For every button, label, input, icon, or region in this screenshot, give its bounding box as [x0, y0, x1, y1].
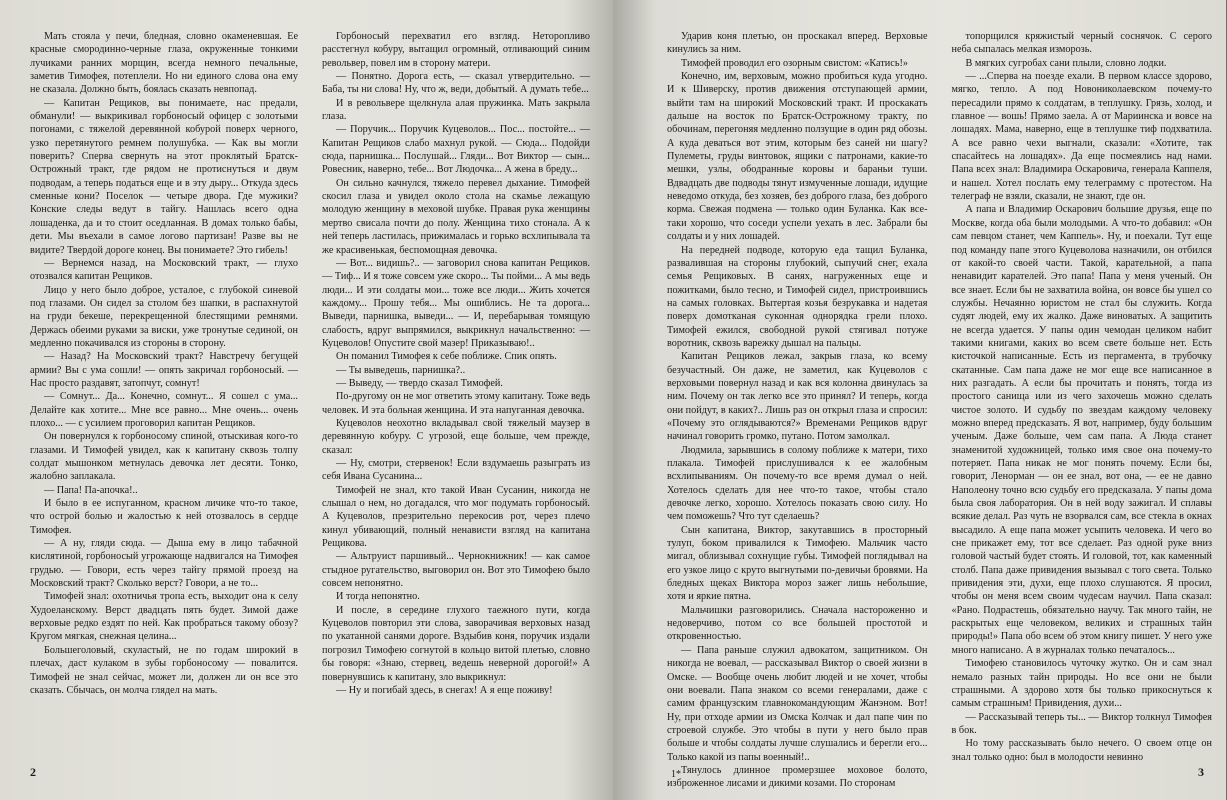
paragraph: — Понятно. Дорога есть, — сказал утвердительно. — Баба, ты ни слова! Ну, что ж, веди, добытый. А думать тебе...: [322, 71, 590, 96]
paragraph: — Альтруист паршивый... Чернокнижник! — как самое стыдное ругательство, выговорил он. Вот это Тимофею было совсем непонятно.: [322, 551, 590, 590]
paragraph: — Ну, смотри, стервенок! Если вздумаешь разыграть из себя Ивана Сусанина...: [322, 458, 590, 483]
paragraph: — Папа раньше служил адвокатом, защитником. Он никогда не воевал, — рассказывал Виктор о своей жизни в Омске. — Вообще очень любит людей и не хочет, чтобы они воевали. Папа знаком со всеми генералами, даже с самим французским главнокомандующим Жанэном. Вот! Ну, при отходе армии из Омска Колчак и дал папе чин по строевой службе. Это чтобы в пути у него было прав больше и чтобы солдаты лучше слушались и берегли его... Только какой из папы военный!..: [667, 644, 928, 763]
paragraph: — Назад? На Московский тракт? Навстречу бегущей армии? Вы с ума сошли! — опять закричал горбоносый. — Нас просто раздавят, затопчут, сомнут!: [30, 351, 298, 389]
paragraph: Тимофей знал: охотничья тропа есть, выходит она к селу Худоеланскому. Верст двадцать пять будет. Зимой даже верховые редко ездят по ней. Как пробраться такому обозу? Кругом мягкая, снежная целина...: [30, 591, 298, 643]
paragraph: — Ну и погибай здесь, в снегах! А я еще поживу!: [336, 684, 553, 696]
paragraph: — Папа! Па-апочка!..: [44, 484, 138, 496]
paragraph: В мягких сугробах сани плыли, словно лодки.: [965, 57, 1167, 69]
paragraph: Мать стояла у печи, бледная, словно окаменевшая. Ее красные смородинно-черные глаза, окруженные тонкими лучиками ранних морщин, всегда немного печальные, заметив Тимофея, потеплели. Но ни единого слова она ему не сказала. Должно быть, боялась сказать невпопад.: [30, 31, 298, 96]
paragraph: Тянулось длинное промерзшее моховое болото, изброженное лисами и дикими козами. По сторонам: [667, 764, 928, 790]
paragraph: — Вернемся назад, на Московский тракт, — глухо отозвался капитан Рещиков.: [30, 257, 298, 283]
paragraph: — Ты выведешь, парнишка?..: [336, 364, 466, 376]
paragraph: Он повернулся к горбоносому спиной, отыскивая кого-то глазами. И Тимофей увидел, как к капитану сквозь толпу солдат мышонком метнулась девочка лет десяти. Тонко, жалобно заплакала.: [30, 431, 298, 483]
paragraph: — Сомнут... Да... Конечно, сомнут... Я сошел с ума... Делайте как хотите... Мне все равно... Мне очень... очень плохо... — с усилием проговорил капитан Рещиков.: [30, 391, 298, 429]
left-page: [0, 0, 613, 800]
paragraph: На передней подводе, которую еда тащил Буланка, развалившая на стороны глубокий, сыпучий снег, ехала семья Рещиковых. В санях, нагруженных еще и пожитками, было тесно, и Тимофей сидел, пристроившись на самых головках. Вытертая козья безрукавка и надетая поверх домотканая суконная однорядка грели плохо. Тимофей ежился, свободной рукой стягивал потуже воротник, сквозь варежку дышал на пальцы.: [667, 244, 928, 349]
paragraph: Капитан Рещиков лежал, закрыв глаза, ко всему безучастный. Он даже, не заметил, как Куцеволов с верховыми повернул назад и как вся колонна двинулась за ним. Почему он так легко все это принял? И теперь, когда они пойдут, в каких?.. Лишь раз он открыл глаза и спросил: «Почему это оглядываются?» Временами Рещиков вдруг начинал говорить громко, путано. Потом замолкал.: [667, 351, 928, 443]
left-page-columns: [30, 30, 590, 697]
paragraph: — Выведу, — твердо сказал Тимофей.: [336, 377, 503, 389]
paragraph: Конечно, им, верховым, можно пробиться куда угодно. И к Шиверску, против движения отступающей армии, выйти там на широкий Московский тракт. И проскакать дальше на восток по Братск-Острожному тракту, по обочинам, перегоняя медленно ползущие в один ряд обозы. А куда деваться вот этим, которым без саней ни шагу? Пулеметы, груды винтовок, ящики с патронами, какие-то мешки, узлы, ободранные коровы и бараньи туши. Вдвадцать две подводы тянут измученные лошади, идущие неведомо откуда, без хозяев, без доброго глаза, без доброго корма. Свежая подмена — только один Буланка. Как все-таки хорошо, что соседи успели уехать в лес. Забрали бы солдаты и у них лошадей.: [667, 71, 928, 243]
paragraph: Мальчишки разговорились. Сначала настороженно и недоверчиво, потом со все большей простотой и откровенностью.: [667, 604, 928, 643]
paragraph: Он поманил Тимофея к себе поближе. Спик опять.: [336, 351, 557, 363]
paragraph: И было в ее испуганном, красном личике что-то такое, что острой болью и жалостью к ней отозвалось в сердце Тимофея.: [30, 498, 298, 536]
paragraph: По-другому он не мог ответить этому капитану. Тоже ведь человек. И эта больная женщина. И эта напуганная девочка.: [322, 391, 590, 416]
paragraph: А папа и Владимир Оскарович большие друзья, еще по Москве, когда оба были молодыми. А что-то добавил: «Он сам певцом станет, чем Каппель». Ну, и поехали. Тут еще под команду папе этого Куцеволова назначили, он отбился от какой-то своей части. Такой, карательной, а папа ненавидит карателей. Это папа! Папа у меня ученый. Он все знает. Если бы не захватила война, он вовсе бы ушел со службы. Нечаянно юристом не стал бы служить. Когда судят людей, ему их жалко. Даже виноватых. А защитить не всегда удается. У папы один чемодан целиком набит такими книгами, каких во всем свете больше нет. Есть кисточкой написанные. Есть из пергамента, в трубочку скатанные. Сам папа даже не мог еще все написанное в них разгадать. А если бы прочитать и понять, тогда из простого санища или из чего захочешь можно сделать чистое золото. И судьбу по звездам каждому человеку можно вперед предсказать. Я вот, например, буду большим ученым. Даже больше, чем сам папа. А Люда станет знаменитой художницей, только имя свое она почему-то потеряет. Папа никак не мог понять почему. Если бы, говорит, Ленорман — он ее знал, вот она, — ее не давно Наполеону точно всю судьбу его предсказала. У папы дома была своя лаборатория. Он в ней воду зажигал. И сплавы всякие делал. Раз чуть не взорвался сам, все стекла в окнах высадило. А еще папа может усыпить человека. И чего во сне прикажет ему, тот все сделает. Раз одной руке вниз головой частый будет стоять. И головой, тот, как каменный столб. Папа даже привидения вызывал с того света. Только привидения эти, духи, еще плохо слушаются. Я просил, чтобы он меня всем своим чудесам научил. Папа сказал: «Рано. Подрастешь, обязательно научу. Так много тайн, не раскрытых еще человеком, великих и страшных тайн природы!» Папа обо всем об этом книгу пишет. У него уже много написано. А в журналах только печаталось...: [951, 204, 1212, 656]
signature-mark: 1*: [671, 769, 681, 780]
right-column-1: [667, 30, 928, 791]
paragraph: Большеголовый, скуластый, не по годам широкий в плечах, даст кулаком в зубы горбоносому — повалится. Тимофей не знал сейчас, может ли, должен ли он все это сказать. Сбычась, он молча глядел на мать.: [30, 644, 298, 696]
left-column-1: [30, 30, 298, 697]
paragraph: — А ну, гляди сюда. — Дыша ему в лицо табачной кислятиной, горбоносый угрожающе надвигался на Тимофея грудью. — Говори, есть через тайгу прямой проезд на Московский тракт? Сколько верст? Говори, а не то...: [30, 538, 298, 590]
paragraph: Он сильно качнулся, тяжело перевел дыхание. Тимофей скосил глаза и увидел около стола на скамье лежащую молодую женщину в меховой шубке. Правая рука женщины мертво свисала почти до полу. Женщина тихо стонала. А к ней теперь ластилась, прижималась и горько всхлипывала та же красивенькая, беспомощная девочка.: [322, 177, 590, 256]
paragraph: — Поручик... Поручик Куцеволов... Пос... постойте... — Капитан Рещиков слабо махнул рукой. — Сюда... Подойди сюда, парнишка... Послушай... Гляди... Вот Виктор — сын... Ровесник, наверно, тебе... Вот Людочка... А жена в бреду...: [322, 124, 590, 176]
paragraph: — Вот... видишь?.. — заговорил снова капитан Рещиков. — Тиф... И я тоже совсем уже скоро... Ты пойми... А мы ведь люди... И эти солдаты мои... тоже все люди... Жить хочется каждому... Прошу тебя... Мы ошиблись. Не та дорога... Выведи, парнишка, выведи... — И, перебарывая томящую слабость, вдруг выпрямился, выкрикнул начальственно: — Куцеволов! Опустите свой мазер! Приказываю!..: [322, 257, 590, 349]
right-column-2: [952, 30, 1213, 791]
paragraph: Но тому рассказывать было нечего. О своем отце он знал только одно: был в молодости невинно: [951, 738, 1212, 763]
paragraph: Сын капитана, Виктор, закутавшись в просторный тулуп, боком привалился к Тимофею. Мальчик часто мигал, облизывал сохнущие губы. Тимофей поглядывал на его узкое лицо с круто выгнутыми по-девичьи бровями. На бледных щеках Виктора мороз зажег лишь небольшие, хотя и яркие пятна.: [667, 524, 928, 603]
left-column-2: [322, 30, 590, 697]
paragraph: Тимофей проводил его озорным свистом: «Катись!»: [681, 57, 909, 69]
paragraph: И в револьвере щелкнула алая пружинка. Мать закрыла глаза.: [322, 97, 590, 123]
paragraph: топорщился кряжистый черный соснячок. С серого неба сыпалась мелкая изморозь.: [951, 31, 1212, 56]
paragraph: Тимофей не знал, кто такой Иван Сусанин, никогда не слышал о нем, но догадался, что мог подумать горбоносый. А Куцеволов, презрительно перекосив рот, через плечо кинул убивающий, полный ненависти взгляд на капитана Рещикова.: [322, 484, 590, 550]
right-page-columns: [667, 30, 1212, 791]
page-number-left: 2: [30, 765, 36, 779]
paragraph: Ударив коня плетью, он проскакал вперед. Верховые кинулись за ним.: [667, 31, 928, 56]
paragraph: И после, в середине глухого таежного пути, когда Куцеволов повторил эти слова, заворачивая верховых назад по укатанной санями дороге. Вздыбив коня, поручик издали погрозил Тимофею согнутой в кольцо витой плетью, словно бы говоря: «Знаю, стервец, ведешь неверной дорогой!» А повернувшись к капитану, зло выкрикнул:: [322, 604, 590, 683]
paragraph: — Капитан Рещиков, вы понимаете, нас предали, обманули! — выкрикивал горбоносый офицер с золотыми погонами, с тяжелой деревянной кобурой поверх черного, узко перетянутого ремнем полушубка. — Как вы могли поверить? Сперва свернуть на этот проклятый Братск-Острожный тракт, где рядом не протиснуться и двум подводам, а теперь податься еще и в эту дыру... Откуда здесь сменные кони? Поселок — четыре двора. Где мужики? Конские следы ведут в тайгу. Нашлась всего одна лошаденка, да и то стоит оседланная. В домах только бабы, дети. Мы въехали в самое логово партизан! Разве вы не видите? Твердой дороге конец. Вы понимаете? Это гибель!: [30, 97, 298, 256]
page-number-right: 3: [1198, 765, 1204, 779]
paragraph: Лицо у него было доброе, усталое, с глубокой синевой под глазами. Он сидел за столом без шапки, в распахнутой на груди бекеше, перекрещенной блестящими ремнями. Держась обеими руками за виски, уже тронутые сединой, он медленно покачивался из стороны в сторону.: [30, 284, 298, 349]
paragraph: Горбоносый перехватил его взгляд. Неторопливо расстегнул кобуру, вытащил огромный, отливающий синим револьвер, повел им в сторону матери.: [322, 31, 590, 69]
paragraph: Тимофею становилось чуточку жутко. Он и сам знал немало разных тайн природы. Но все они не были страшными. А здорово хотя бы только прикоснуться к самым страшным! Привидения, духи...: [951, 658, 1212, 710]
paragraph: — Рассказывай теперь ты... — Виктор толкнул Тимофея в бок.: [951, 711, 1212, 736]
paragraph: И тогда непонятно.: [336, 591, 420, 603]
paragraph: — ...Сперва на поезде ехали. В первом классе здорово, мягко, тепло. А под Новониколаевском почему-то пересадили прямо к солдатам, в теплушку. Грязь, холод, и главное — вошь! Прямо заела. А от Мариинска и вовсе на лошадях. Мама, наверно, еще в теплушке тиф подхватила. А все равно чехи выгнали, сказали: «Хотите, так спасайтесь на лошадях». Да еще посмеялись над нами. Папа всех знал: Владимира Оскаровича, генерала Каппеля, и нашел. Хотел послать ему телеграмму с протестом. На телеграф не взяли, сказали, не знают, где он.: [951, 71, 1212, 203]
right-page: [613, 0, 1226, 800]
paragraph: Людмила, зарывшись в солому поближе к матери, тихо плакала. Тимофей прислушивался к ее жалобным всхлипываниям. Он почему-то все время думал о ней. Хотелось сделать для нее что-то такое, чтобы стало девочке легко, хорошо. Хотелось показать свою силу. Но чем поможешь? Что тут сделаешь?: [667, 444, 928, 523]
paragraph: Куцеволов неохотно вкладывал свой тяжелый маузер в деревянную кобуру. С угрозой, еще больше, чем прежде, сказал:: [322, 417, 590, 456]
